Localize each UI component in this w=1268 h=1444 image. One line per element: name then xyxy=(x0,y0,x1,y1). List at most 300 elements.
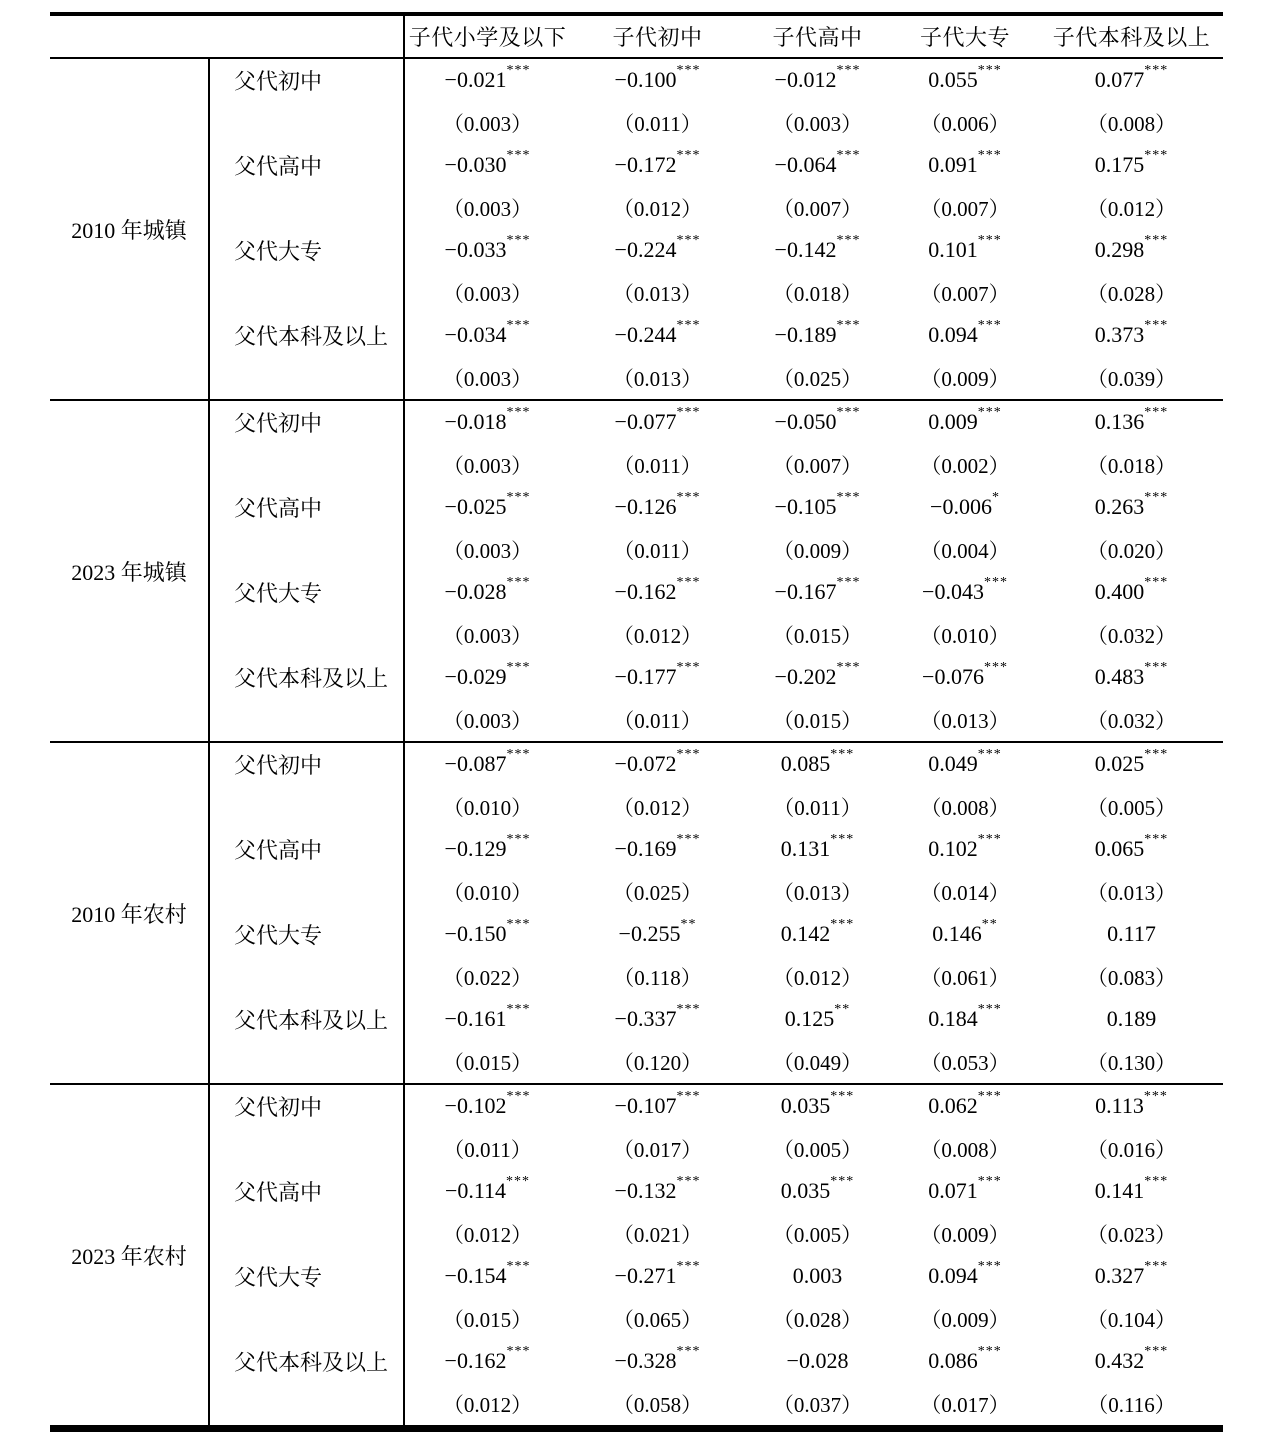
coefficient-value: −0.271 xyxy=(614,1263,677,1289)
significance-stars: *** xyxy=(977,1259,1002,1275)
table-body xyxy=(50,59,1223,1425)
significance-stars: *** xyxy=(506,148,531,164)
stderr-cell: （0.016） xyxy=(1086,1137,1177,1162)
row-label-spacer xyxy=(210,614,405,657)
coefficient-cell xyxy=(1040,486,1223,529)
coefficient-value: 0.141 xyxy=(1094,1178,1145,1204)
stderr-cell: （0.007） xyxy=(920,281,1010,306)
row-label: 父代大专 xyxy=(210,229,405,272)
significance-stars: *** xyxy=(1143,1089,1168,1105)
stderr-cell: （0.028） xyxy=(1086,281,1177,306)
stderr-cell: （0.039） xyxy=(1086,366,1177,391)
coefficient-cell xyxy=(890,486,1040,529)
coefficient-cell xyxy=(890,59,1040,102)
coefficient-row xyxy=(210,401,1223,444)
coefficient-cell xyxy=(1040,828,1223,871)
row-label-spacer xyxy=(210,699,405,742)
coefficient-cell xyxy=(1040,314,1223,357)
coefficient-value: 0.117 xyxy=(1107,921,1156,947)
stderr-cell: （0.013） xyxy=(1086,880,1177,905)
significance-stars: *** xyxy=(1144,63,1169,79)
stderr-cell: （0.022） xyxy=(442,965,533,990)
group-label: 2023 年城镇 xyxy=(50,401,210,741)
stderr-cell: （0.007） xyxy=(772,196,863,221)
stderr-cell: （0.005） xyxy=(772,1137,863,1162)
stderr-cell: （0.065） xyxy=(612,1307,703,1332)
coefficient-value: −0.169 xyxy=(614,836,677,862)
stderr-cell: （0.004） xyxy=(920,538,1010,563)
stderr-cell: （0.104） xyxy=(1086,1307,1177,1332)
coefficient-value: −0.167 xyxy=(774,579,837,605)
coefficient-value: 0.091 xyxy=(928,152,978,178)
stderr-cell: （0.049） xyxy=(772,1050,863,1075)
stderr-cell: （0.003） xyxy=(442,196,533,221)
coefficient-cell xyxy=(1040,1085,1223,1128)
coefficient-row xyxy=(210,229,1223,272)
row-label: 父代初中 xyxy=(210,59,405,102)
stderr-cell: （0.002） xyxy=(920,453,1010,478)
stderr-cell: （0.021） xyxy=(612,1222,703,1247)
stderr-cell: （0.018） xyxy=(772,281,863,306)
significance-stars: *** xyxy=(506,575,531,591)
significance-stars: *** xyxy=(506,233,531,249)
coefficient-value: 0.432 xyxy=(1094,1348,1145,1374)
coefficient-value: −0.050 xyxy=(774,409,837,435)
stderr-row xyxy=(210,357,1223,400)
stderr-cell: （0.011） xyxy=(613,453,702,478)
significance-stars: *** xyxy=(836,575,861,591)
significance-stars: *** xyxy=(676,405,701,421)
coefficient-cell xyxy=(570,743,745,786)
coefficient-cell xyxy=(570,144,745,187)
stderr-cell: （0.010） xyxy=(920,623,1010,648)
group-rows xyxy=(210,59,1223,399)
stderr-cell: （0.116） xyxy=(1087,1392,1176,1417)
coefficient-value: 0.483 xyxy=(1094,664,1145,690)
coefficient-value: −0.202 xyxy=(774,664,837,690)
coefficient-value: −0.337 xyxy=(614,1006,677,1032)
coefficient-value: 0.009 xyxy=(928,409,978,435)
significance-stars: *** xyxy=(676,148,701,164)
stderr-cell: （0.083） xyxy=(1086,965,1177,990)
coefficient-value: 0.142 xyxy=(780,921,831,947)
stderr-cell: （0.011） xyxy=(773,795,862,820)
stderr-cell: （0.003） xyxy=(442,453,533,478)
coefficient-cell xyxy=(405,59,570,102)
coefficient-cell xyxy=(890,656,1040,699)
row-label: 父代高中 xyxy=(210,828,405,871)
coefficient-cell xyxy=(1040,571,1223,614)
row-label-spacer xyxy=(210,871,405,914)
row-label-spacer xyxy=(210,1128,405,1171)
coefficient-cell xyxy=(570,828,745,871)
stderr-cell: （0.003） xyxy=(772,111,863,136)
significance-stars: *** xyxy=(506,1174,531,1190)
coefficient-cell xyxy=(405,571,570,614)
stderr-row xyxy=(210,1383,1223,1426)
coefficient-row xyxy=(210,828,1223,871)
stderr-row xyxy=(210,1213,1223,1256)
significance-stars: *** xyxy=(836,63,861,79)
column-header-child-junior: 子代初中 xyxy=(612,25,703,50)
stderr-row xyxy=(210,871,1223,914)
significance-stars: *** xyxy=(836,660,861,676)
stderr-row xyxy=(210,786,1223,829)
stderr-cell: （0.013） xyxy=(612,366,703,391)
significance-stars: *** xyxy=(676,1002,701,1018)
stderr-row xyxy=(210,956,1223,999)
stderr-cell: （0.009） xyxy=(920,366,1010,391)
coefficient-cell xyxy=(1040,229,1223,272)
coefficient-cell xyxy=(405,314,570,357)
stderr-row xyxy=(210,614,1223,657)
coefficient-cell xyxy=(890,571,1040,614)
coefficient-value: −0.025 xyxy=(444,494,507,520)
stderr-row xyxy=(210,699,1223,742)
coefficient-value: 0.136 xyxy=(1094,409,1145,435)
coefficient-cell xyxy=(570,59,745,102)
row-label: 父代高中 xyxy=(210,144,405,187)
coefficient-value: −0.028 xyxy=(786,1348,849,1374)
row-label-spacer xyxy=(210,272,405,315)
coefficient-cell xyxy=(1040,1255,1223,1298)
coefficient-value: 0.131 xyxy=(780,836,831,862)
stderr-cell: （0.032） xyxy=(1086,708,1177,733)
stderr-row xyxy=(210,529,1223,572)
significance-stars: *** xyxy=(983,660,1008,676)
coefficient-cell xyxy=(1040,401,1223,444)
coefficient-value: −0.105 xyxy=(774,494,837,520)
coefficient-cell xyxy=(745,1170,890,1213)
stderr-cell: （0.017） xyxy=(920,1392,1010,1417)
coefficient-value: 0.035 xyxy=(780,1093,831,1119)
significance-stars: *** xyxy=(836,490,861,506)
coefficient-cell xyxy=(570,314,745,357)
significance-stars: *** xyxy=(977,1089,1002,1105)
significance-stars: *** xyxy=(977,832,1002,848)
stderr-cell: （0.011） xyxy=(613,538,702,563)
significance-stars: ** xyxy=(981,917,998,933)
coefficient-value: 0.086 xyxy=(928,1348,978,1374)
stderr-cell: （0.012） xyxy=(1086,196,1177,221)
coefficient-value: 0.263 xyxy=(1094,494,1145,520)
coefficient-row xyxy=(210,486,1223,529)
significance-stars: *** xyxy=(983,575,1008,591)
coefficient-cell xyxy=(570,998,745,1041)
table-group xyxy=(50,741,1223,1083)
column-header-child-senior: 子代高中 xyxy=(772,25,863,50)
coefficient-cell xyxy=(570,229,745,272)
coefficient-row xyxy=(210,1085,1223,1128)
coefficient-cell xyxy=(405,1085,570,1128)
coefficient-value: −0.162 xyxy=(444,1348,507,1374)
stderr-cell: （0.003） xyxy=(442,111,533,136)
significance-stars: *** xyxy=(506,832,531,848)
significance-stars: *** xyxy=(506,1344,531,1360)
coefficient-value: 0.373 xyxy=(1094,322,1145,348)
stderr-cell: （0.012） xyxy=(442,1222,533,1247)
stderr-cell: （0.008） xyxy=(1086,111,1177,136)
coefficient-cell xyxy=(570,486,745,529)
coefficient-value: −0.072 xyxy=(614,751,677,777)
coefficient-row xyxy=(210,59,1223,102)
coefficient-value: −0.100 xyxy=(614,67,677,93)
coefficient-cell xyxy=(745,1255,890,1298)
significance-stars: *** xyxy=(1144,832,1169,848)
coefficient-value: 0.077 xyxy=(1094,67,1145,93)
stderr-cell: （0.003） xyxy=(442,366,533,391)
coefficient-cell xyxy=(405,229,570,272)
coefficient-cell xyxy=(1040,1340,1223,1383)
stderr-cell: （0.025） xyxy=(772,366,863,391)
coefficient-value: −0.189 xyxy=(774,322,837,348)
coefficient-value: 0.003 xyxy=(792,1263,843,1289)
stderr-cell: （0.037） xyxy=(772,1392,863,1417)
column-header-child-primary: 子代小学及以下 xyxy=(408,25,567,50)
coefficient-value: −0.043 xyxy=(922,579,984,605)
significance-stars: *** xyxy=(676,1174,701,1190)
coefficient-value: −0.107 xyxy=(614,1093,677,1119)
coefficient-cell xyxy=(405,828,570,871)
coefficient-cell xyxy=(1040,1170,1223,1213)
coefficient-row xyxy=(210,1170,1223,1213)
coefficient-cell xyxy=(890,743,1040,786)
coefficient-value: 0.175 xyxy=(1094,152,1145,178)
significance-stars: *** xyxy=(676,233,701,249)
stderr-cell: （0.015） xyxy=(772,623,863,648)
significance-stars: *** xyxy=(506,490,531,506)
coefficient-value: 0.094 xyxy=(928,322,978,348)
significance-stars: *** xyxy=(1144,660,1169,676)
coefficient-value: 0.055 xyxy=(928,67,978,93)
coefficient-cell xyxy=(405,486,570,529)
coefficient-value: −0.177 xyxy=(614,664,677,690)
significance-stars: *** xyxy=(977,148,1002,164)
row-label-spacer xyxy=(210,1298,405,1341)
stderr-row xyxy=(210,102,1223,145)
coefficient-cell xyxy=(745,571,890,614)
coefficient-cell xyxy=(890,1255,1040,1298)
stderr-cell: （0.015） xyxy=(442,1050,533,1075)
coefficient-row xyxy=(210,314,1223,357)
coefficient-cell xyxy=(570,1085,745,1128)
coefficient-value: −0.132 xyxy=(614,1178,677,1204)
table-group xyxy=(50,59,1223,399)
significance-stars: *** xyxy=(506,1259,531,1275)
coefficient-cell xyxy=(745,743,890,786)
stderr-cell: （0.003） xyxy=(442,538,533,563)
stderr-cell: （0.009） xyxy=(920,1222,1010,1247)
coefficient-value: −0.255 xyxy=(618,921,681,947)
coefficient-value: −0.126 xyxy=(614,494,677,520)
significance-stars: *** xyxy=(506,1089,531,1105)
coefficient-value: −0.087 xyxy=(444,751,507,777)
coefficient-cell xyxy=(745,1340,890,1383)
stderr-row xyxy=(210,187,1223,230)
coefficient-row xyxy=(210,998,1223,1041)
coefficient-cell xyxy=(1040,656,1223,699)
stderr-cell: （0.028） xyxy=(772,1307,863,1332)
significance-stars: *** xyxy=(506,917,531,933)
significance-stars: *** xyxy=(836,405,861,421)
stderr-cell: （0.020） xyxy=(1086,538,1177,563)
coefficient-row xyxy=(210,913,1223,956)
stderr-cell: （0.015） xyxy=(772,708,863,733)
coefficient-row xyxy=(210,743,1223,786)
coefficient-value: 0.094 xyxy=(928,1263,978,1289)
stderr-cell: （0.061） xyxy=(920,965,1010,990)
coefficient-value: −0.224 xyxy=(614,237,677,263)
coefficient-value: 0.146 xyxy=(932,921,982,947)
stderr-cell: （0.053） xyxy=(920,1050,1010,1075)
coefficient-cell xyxy=(890,1340,1040,1383)
significance-stars: *** xyxy=(830,917,855,933)
stderr-cell: （0.012） xyxy=(772,965,863,990)
stderr-cell: （0.008） xyxy=(920,795,1010,820)
stderr-row xyxy=(210,444,1223,487)
row-label: 父代初中 xyxy=(210,743,405,786)
coefficient-value: −0.154 xyxy=(444,1263,507,1289)
coefficient-row xyxy=(210,1255,1223,1298)
coefficient-value: 0.125 xyxy=(784,1006,835,1032)
coefficient-cell xyxy=(745,913,890,956)
significance-stars: *** xyxy=(1144,490,1169,506)
significance-stars: *** xyxy=(977,63,1002,79)
coefficient-cell xyxy=(1040,59,1223,102)
significance-stars: *** xyxy=(676,1259,701,1275)
coefficient-value: −0.150 xyxy=(444,921,507,947)
coefficient-value: 0.062 xyxy=(928,1093,978,1119)
stderr-cell: （0.058） xyxy=(612,1392,703,1417)
row-label: 父代高中 xyxy=(210,486,405,529)
group-rows xyxy=(210,401,1223,741)
coefficient-value: −0.328 xyxy=(614,1348,677,1374)
group-label: 2010 年城镇 xyxy=(50,59,210,399)
significance-stars: *** xyxy=(506,747,531,763)
stderr-cell: （0.008） xyxy=(920,1137,1010,1162)
coefficient-value: −0.244 xyxy=(614,322,677,348)
coefficient-cell xyxy=(405,743,570,786)
significance-stars: *** xyxy=(506,63,531,79)
stderr-cell: （0.013） xyxy=(612,281,703,306)
coefficient-row xyxy=(210,1340,1223,1383)
significance-stars: *** xyxy=(977,318,1002,334)
coefficient-value: −0.030 xyxy=(444,152,507,178)
coefficient-value: 0.327 xyxy=(1094,1263,1145,1289)
coefficient-value: 0.049 xyxy=(928,751,978,777)
row-label-spacer xyxy=(210,187,405,230)
row-label: 父代本科及以上 xyxy=(210,998,405,1041)
coefficient-cell xyxy=(890,1170,1040,1213)
row-label-spacer xyxy=(210,786,405,829)
significance-stars: *** xyxy=(676,318,701,334)
stderr-cell: （0.010） xyxy=(442,795,533,820)
coefficient-cell xyxy=(745,828,890,871)
column-header-child-bachelor: 子代本科及以上 xyxy=(1052,25,1211,50)
coefficient-cell xyxy=(890,1085,1040,1128)
coefficient-value: 0.102 xyxy=(928,836,978,862)
coefficient-value: −0.028 xyxy=(444,579,507,605)
coefficient-value: 0.101 xyxy=(928,237,978,263)
coefficient-value: −0.034 xyxy=(444,322,507,348)
stderr-cell: （0.011） xyxy=(443,1137,532,1162)
significance-stars: ** xyxy=(834,1002,851,1018)
coefficient-value: −0.018 xyxy=(444,409,507,435)
stderr-cell: （0.003） xyxy=(442,623,533,648)
significance-stars: *** xyxy=(836,148,861,164)
coefficient-cell xyxy=(745,144,890,187)
row-label: 父代本科及以上 xyxy=(210,314,405,357)
stderr-cell: （0.025） xyxy=(612,880,703,905)
stderr-cell: （0.011） xyxy=(613,111,702,136)
group-rows xyxy=(210,743,1223,1083)
coefficient-value: −0.142 xyxy=(774,237,837,263)
coefficient-value: −0.021 xyxy=(444,67,507,93)
significance-stars: *** xyxy=(977,1174,1002,1190)
coefficient-cell xyxy=(890,401,1040,444)
row-label: 父代大专 xyxy=(210,913,405,956)
stderr-cell: （0.007） xyxy=(920,196,1010,221)
coefficient-cell xyxy=(1040,144,1223,187)
row-label: 父代本科及以上 xyxy=(210,656,405,699)
row-label-spacer xyxy=(210,1041,405,1084)
row-label: 父代初中 xyxy=(210,401,405,444)
stderr-cell: （0.005） xyxy=(772,1222,863,1247)
stderr-cell: （0.012） xyxy=(612,795,703,820)
significance-stars: *** xyxy=(506,318,531,334)
coefficient-cell xyxy=(890,229,1040,272)
significance-stars: *** xyxy=(1144,405,1169,421)
coefficient-value: 0.189 xyxy=(1106,1006,1157,1032)
stderr-cell: （0.003） xyxy=(442,281,533,306)
coefficient-cell xyxy=(1040,998,1223,1041)
significance-stars: *** xyxy=(676,747,701,763)
coefficient-cell xyxy=(890,144,1040,187)
coefficient-cell xyxy=(890,913,1040,956)
stderr-cell: （0.009） xyxy=(772,538,863,563)
row-label: 父代大专 xyxy=(210,571,405,614)
stderr-cell: （0.006） xyxy=(920,111,1010,136)
stderr-cell: （0.013） xyxy=(772,880,863,905)
coefficient-cell xyxy=(890,828,1040,871)
coefficient-cell xyxy=(405,1255,570,1298)
coefficient-cell xyxy=(405,144,570,187)
stderr-cell: （0.014） xyxy=(920,880,1010,905)
significance-stars: *** xyxy=(676,1089,701,1105)
stderr-row xyxy=(210,1041,1223,1084)
row-label: 父代大专 xyxy=(210,1255,405,1298)
coefficient-cell xyxy=(745,401,890,444)
group-label: 2010 年农村 xyxy=(50,743,210,1083)
row-label: 父代高中 xyxy=(210,1170,405,1213)
row-label-spacer xyxy=(210,357,405,400)
stderr-cell: （0.130） xyxy=(1086,1050,1177,1075)
coefficient-value: −0.012 xyxy=(774,67,837,93)
significance-stars: *** xyxy=(977,405,1002,421)
coefficient-value: 0.025 xyxy=(1094,751,1145,777)
coefficient-value: 0.035 xyxy=(780,1178,831,1204)
significance-stars: *** xyxy=(1144,1174,1169,1190)
significance-stars: *** xyxy=(676,660,701,676)
coefficient-value: 0.085 xyxy=(780,751,831,777)
coefficient-cell xyxy=(570,1340,745,1383)
coefficient-cell xyxy=(1040,913,1223,956)
row-label: 父代初中 xyxy=(210,1085,405,1128)
stderr-cell: （0.011） xyxy=(613,708,702,733)
coefficient-cell xyxy=(405,1170,570,1213)
significance-stars: *** xyxy=(1144,1344,1169,1360)
stderr-cell: （0.009） xyxy=(920,1307,1010,1332)
